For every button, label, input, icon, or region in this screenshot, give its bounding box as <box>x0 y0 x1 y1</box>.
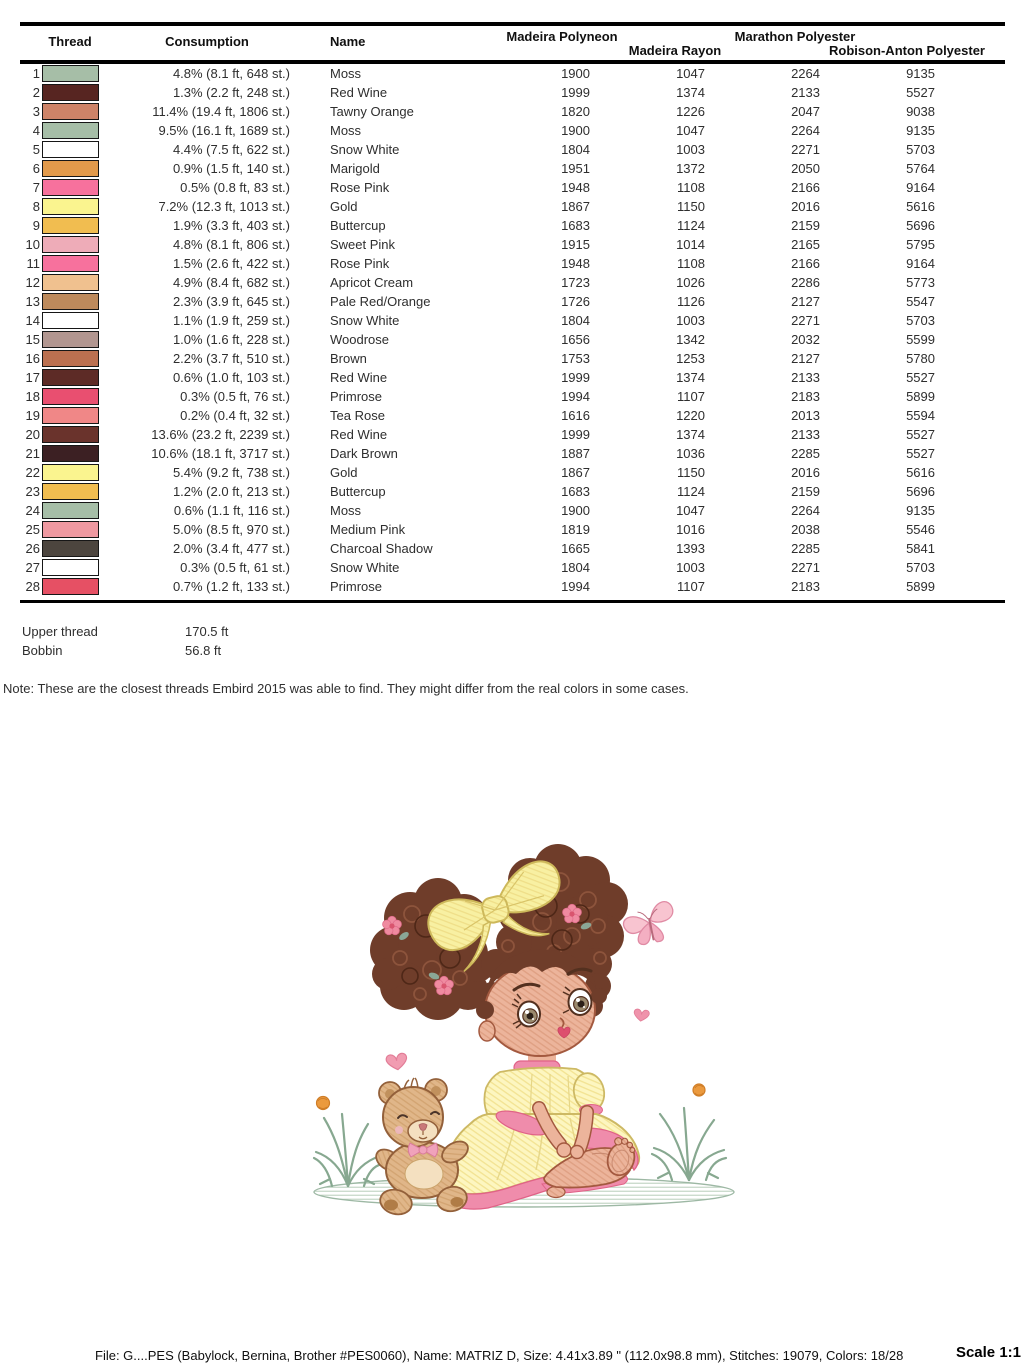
color-swatch <box>42 350 99 367</box>
thread-number: 15 <box>25 332 40 347</box>
heart-left-icon <box>386 1053 408 1071</box>
polyneon-cell: 1994 <box>561 579 590 594</box>
robison-cell: 9164 <box>906 256 935 271</box>
table-row <box>20 330 1005 349</box>
heart-right-icon <box>633 1009 650 1023</box>
marathon-cell: 2165 <box>791 237 820 252</box>
marathon-cell: 2271 <box>791 142 820 157</box>
rayon-cell: 1047 <box>676 123 705 138</box>
rayon-cell: 1108 <box>677 180 705 195</box>
consumption-cell: 0.7% (1.2 ft, 133 st.) <box>172 579 290 594</box>
thread-name-cell: Moss <box>330 503 362 518</box>
robison-cell: 9135 <box>906 123 935 138</box>
color-swatch <box>42 274 99 291</box>
marathon-cell: 2038 <box>791 522 820 537</box>
polyneon-cell: 1867 <box>561 199 590 214</box>
marathon-cell: 2050 <box>791 161 820 176</box>
consumption-cell: 0.6% (1.0 ft, 103 st.) <box>172 370 290 385</box>
thread-name-cell: Moss <box>330 123 362 138</box>
robison-cell: 5703 <box>906 142 935 157</box>
color-swatch <box>42 160 99 177</box>
table-row <box>20 102 1005 121</box>
header-consumption: Consumption <box>165 34 249 49</box>
color-swatch <box>42 578 99 595</box>
rayon-cell: 1374 <box>676 370 705 385</box>
thread-number: 1 <box>32 66 40 81</box>
thread-number: 8 <box>32 199 40 214</box>
thread-name-cell: Snow White <box>330 313 400 328</box>
thread-name-cell: Tawny Orange <box>330 104 414 119</box>
robison-cell: 5547 <box>906 294 935 309</box>
polyneon-cell: 1900 <box>561 123 590 138</box>
marathon-cell: 2264 <box>791 503 820 518</box>
thread-name-cell: Rose Pink <box>330 256 390 271</box>
header-name: Name <box>330 34 366 49</box>
rayon-cell: 1226 <box>676 104 705 119</box>
polyneon-cell: 1819 <box>561 522 590 537</box>
table-row <box>20 235 1005 254</box>
rayon-cell: 1393 <box>676 541 705 556</box>
consumption-cell: 0.2% (0.4 ft, 32 st.) <box>180 408 290 423</box>
robison-cell: 5696 <box>906 218 935 233</box>
thread-number: 22 <box>25 465 40 480</box>
thread-number: 5 <box>32 142 40 157</box>
marathon-cell: 2159 <box>791 218 820 233</box>
consumption-cell: 4.9% (8.4 ft, 682 st.) <box>172 275 290 290</box>
rayon-cell: 1003 <box>676 142 705 157</box>
thread-number: 21 <box>25 446 40 461</box>
thread-name-cell: Red Wine <box>330 370 388 385</box>
consumption-cell: 4.8% (8.1 ft, 806 st.) <box>172 237 290 252</box>
thread-number: 3 <box>32 104 40 119</box>
color-swatch <box>42 426 99 443</box>
polyneon-cell: 1804 <box>561 313 590 328</box>
consumption-cell: 2.3% (3.9 ft, 645 st.) <box>172 294 290 309</box>
thread-number: 9 <box>32 218 40 233</box>
rayon-cell: 1003 <box>676 313 705 328</box>
consumption-cell: 1.3% (2.2 ft, 248 st.) <box>172 85 290 100</box>
table-row <box>20 197 1005 216</box>
rayon-cell: 1108 <box>677 256 705 271</box>
table-row <box>20 349 1005 368</box>
polyneon-cell: 1665 <box>561 541 590 556</box>
rayon-cell: 1150 <box>677 465 705 480</box>
table-row <box>20 311 1005 330</box>
robison-cell: 5696 <box>906 484 935 499</box>
thread-number: 11 <box>26 256 40 271</box>
polyneon-cell: 1900 <box>561 66 590 81</box>
polyneon-cell: 1999 <box>561 370 590 385</box>
marathon-cell: 2264 <box>791 123 820 138</box>
thread-name-cell: Woodrose <box>330 332 390 347</box>
table-body <box>20 64 1005 596</box>
robison-cell: 5527 <box>906 370 935 385</box>
robison-cell: 5527 <box>906 446 935 461</box>
thread-name-cell: Medium Pink <box>330 522 406 537</box>
table-row <box>20 83 1005 102</box>
marathon-cell: 2133 <box>791 370 820 385</box>
butterfly-icon <box>621 900 679 948</box>
table-row <box>20 425 1005 444</box>
consumption-cell: 0.3% (0.5 ft, 61 st.) <box>180 560 290 575</box>
consumption-cell: 9.5% (16.1 ft, 1689 st.) <box>158 123 290 138</box>
thread-number: 18 <box>25 389 40 404</box>
marathon-cell: 2271 <box>791 313 820 328</box>
polyneon-cell: 1753 <box>561 351 590 366</box>
table-header <box>20 26 1005 60</box>
consumption-cell: 5.0% (8.5 ft, 970 st.) <box>172 522 290 537</box>
polyneon-cell: 1867 <box>561 465 590 480</box>
polyneon-cell: 1723 <box>561 275 590 290</box>
thread-name-cell: Brown <box>330 351 367 366</box>
consumption-cell: 0.3% (0.5 ft, 76 st.) <box>180 389 290 404</box>
robison-cell: 9135 <box>906 503 935 518</box>
robison-cell: 5594 <box>906 408 935 423</box>
robison-cell: 5703 <box>906 560 935 575</box>
color-swatch <box>42 445 99 462</box>
rayon-cell: 1003 <box>676 560 705 575</box>
header-thread: Thread <box>48 34 92 49</box>
polyneon-cell: 1726 <box>561 294 590 309</box>
robison-cell: 5527 <box>906 427 935 442</box>
table-row <box>20 463 1005 482</box>
table-row <box>20 121 1005 140</box>
robison-cell: 5899 <box>906 389 935 404</box>
polyneon-cell: 1948 <box>561 256 590 271</box>
consumption-cell: 7.2% (12.3 ft, 1013 st.) <box>158 199 290 214</box>
thread-number: 19 <box>25 408 40 423</box>
thread-summary <box>22 622 228 660</box>
robison-cell: 5773 <box>906 275 935 290</box>
consumption-cell: 1.1% (1.9 ft, 259 st.) <box>172 313 290 328</box>
rayon-cell: 1016 <box>676 522 705 537</box>
robison-cell: 5841 <box>906 541 935 556</box>
color-swatch <box>42 369 99 386</box>
bobbin-value: 56.8 ft <box>185 643 222 658</box>
color-swatch <box>42 559 99 576</box>
rayon-cell: 1374 <box>676 85 705 100</box>
rayon-cell: 1342 <box>676 332 705 347</box>
rayon-cell: 1047 <box>676 503 705 518</box>
robison-cell: 9038 <box>906 104 935 119</box>
marathon-cell: 2127 <box>791 294 820 309</box>
color-swatch <box>42 502 99 519</box>
header-madeira-polyneon: Madeira Polyneon <box>506 29 618 44</box>
consumption-cell: 11.4% (19.4 ft, 1806 st.) <box>152 104 290 119</box>
marathon-cell: 2016 <box>791 199 820 214</box>
marathon-cell: 2166 <box>791 180 820 195</box>
consumption-cell: 5.4% (9.2 ft, 738 st.) <box>172 465 290 480</box>
thread-name-cell: Tea Rose <box>330 408 385 423</box>
teddy-bear <box>372 1078 471 1218</box>
color-swatch <box>42 388 99 405</box>
thread-number: 14 <box>25 313 40 328</box>
marathon-cell: 2133 <box>791 427 820 442</box>
color-swatch <box>42 65 99 82</box>
color-swatch <box>42 407 99 424</box>
marathon-cell: 2032 <box>791 332 820 347</box>
thread-number: 4 <box>32 123 40 138</box>
color-swatch <box>42 331 99 348</box>
note-text: Note: These are the closest threads Embird 2015 was able to find. They might differ from the real colors in some cases. <box>3 681 689 696</box>
consumption-cell: 0.5% (0.8 ft, 83 st.) <box>180 180 290 195</box>
header-madeira-rayon: Madeira Rayon <box>628 43 722 58</box>
thread-number: 7 <box>32 180 40 195</box>
thread-number: 23 <box>25 484 40 499</box>
robison-cell: 5899 <box>906 579 935 594</box>
upper-thread-label: Upper thread <box>22 624 98 639</box>
thread-number: 25 <box>25 522 40 537</box>
rayon-cell: 1374 <box>676 427 705 442</box>
thread-number: 28 <box>25 579 40 594</box>
thread-name-cell: Gold <box>330 199 358 214</box>
color-swatch <box>42 540 99 557</box>
color-swatch <box>42 84 99 101</box>
table-row <box>20 273 1005 292</box>
consumption-cell: 0.6% (1.1 ft, 116 st.) <box>173 503 290 518</box>
marathon-cell: 2047 <box>791 104 820 119</box>
thread-name-cell: Red Wine <box>330 427 388 442</box>
table-row <box>20 501 1005 520</box>
thread-number: 24 <box>25 503 40 518</box>
rayon-cell: 1372 <box>676 161 705 176</box>
rayon-cell: 1126 <box>677 294 705 309</box>
thread-name-cell: Charcoal Shadow <box>330 541 433 556</box>
color-swatch <box>42 293 99 310</box>
flower-orange-right <box>693 1084 705 1096</box>
marathon-cell: 2271 <box>791 560 820 575</box>
table-row <box>20 368 1005 387</box>
consumption-cell: 1.2% (2.0 ft, 213 st.) <box>172 484 290 499</box>
table-row <box>20 444 1005 463</box>
thread-name-cell: Buttercup <box>330 218 386 233</box>
table-row <box>20 216 1005 235</box>
robison-cell: 9135 <box>906 66 935 81</box>
rayon-cell: 1124 <box>677 484 705 499</box>
robison-cell: 5616 <box>906 199 935 214</box>
thread-name-cell: Red Wine <box>330 85 388 100</box>
consumption-cell: 10.6% (18.1 ft, 3717 st.) <box>151 446 290 461</box>
bobbin-label: Bobbin <box>22 643 63 658</box>
consumption-cell: 1.9% (3.3 ft, 403 st.) <box>172 218 290 233</box>
color-swatch <box>42 236 99 253</box>
marathon-cell: 2264 <box>791 66 820 81</box>
robison-cell: 5599 <box>906 332 935 347</box>
robison-cell: 5764 <box>906 161 935 176</box>
marathon-cell: 2183 <box>791 579 820 594</box>
thread-number: 12 <box>25 275 40 290</box>
thread-name-cell: Sweet Pink <box>330 237 396 252</box>
table-row <box>20 140 1005 159</box>
thread-name-cell: Apricot Cream <box>330 275 414 290</box>
rayon-cell: 1026 <box>676 275 705 290</box>
header-marathon-polyester: Marathon Polyester <box>734 29 856 44</box>
polyneon-cell: 1804 <box>561 142 590 157</box>
polyneon-cell: 1900 <box>561 503 590 518</box>
thread-name-cell: Pale Red/Orange <box>330 294 431 309</box>
thread-name-cell: Snow White <box>330 142 400 157</box>
thread-number: 17 <box>25 370 40 385</box>
rayon-cell: 1253 <box>676 351 705 366</box>
rayon-cell: 1150 <box>677 199 705 214</box>
color-swatch <box>42 217 99 234</box>
robison-cell: 5546 <box>906 522 935 537</box>
thread-number: 6 <box>32 161 40 176</box>
embroidery-preview <box>292 818 752 1238</box>
scale-label: Scale 1:1 <box>955 1344 1021 1361</box>
marathon-cell: 2166 <box>791 256 820 271</box>
thread-number: 2 <box>32 85 40 100</box>
thread-name-cell: Marigold <box>330 161 380 176</box>
table-bottom-rule <box>20 600 1005 603</box>
rayon-cell: 1220 <box>676 408 705 423</box>
table-row <box>20 387 1005 406</box>
color-swatch <box>42 198 99 215</box>
polyneon-cell: 1999 <box>561 427 590 442</box>
marathon-cell: 2016 <box>791 465 820 480</box>
thread-number: 27 <box>25 560 40 575</box>
color-swatch <box>42 141 99 158</box>
polyneon-cell: 1683 <box>561 484 590 499</box>
color-swatch <box>42 483 99 500</box>
robison-cell: 5780 <box>906 351 935 366</box>
marathon-cell: 2285 <box>791 446 820 461</box>
polyneon-cell: 1616 <box>561 408 590 423</box>
rayon-cell: 1107 <box>677 389 705 404</box>
rayon-cell: 1047 <box>676 66 705 81</box>
color-swatch <box>42 464 99 481</box>
table-row <box>20 482 1005 501</box>
polyneon-cell: 1994 <box>561 389 590 404</box>
thread-name-cell: Gold <box>330 465 358 480</box>
color-swatch <box>42 179 99 196</box>
table-row <box>20 292 1005 311</box>
thread-number: 20 <box>25 427 40 442</box>
header-robison-anton: Robison-Anton Polyester <box>828 43 985 58</box>
thread-name-cell: Buttercup <box>330 484 386 499</box>
grass-right <box>652 1108 726 1180</box>
polyneon-cell: 1915 <box>561 237 590 252</box>
polyneon-cell: 1820 <box>561 104 590 119</box>
table-row <box>20 178 1005 197</box>
consumption-cell: 13.6% (23.2 ft, 2239 st.) <box>151 427 290 442</box>
thread-name-cell: Primrose <box>330 579 383 594</box>
thread-number: 13 <box>25 294 40 309</box>
table-row <box>20 539 1005 558</box>
color-swatch <box>42 312 99 329</box>
rayon-cell: 1124 <box>677 218 705 233</box>
robison-cell: 9164 <box>906 180 935 195</box>
color-swatch <box>42 103 99 120</box>
polyneon-cell: 1804 <box>561 560 590 575</box>
rayon-cell: 1036 <box>676 446 705 461</box>
thread-number: 16 <box>25 351 40 366</box>
table-row <box>20 64 1005 83</box>
rayon-cell: 1014 <box>676 237 705 252</box>
polyneon-cell: 1656 <box>561 332 590 347</box>
consumption-cell: 4.8% (8.1 ft, 648 st.) <box>172 66 290 81</box>
table-row <box>20 520 1005 539</box>
consumption-cell: 2.2% (3.7 ft, 510 st.) <box>172 351 290 366</box>
rayon-cell: 1107 <box>677 579 705 594</box>
thread-name-cell: Snow White <box>330 560 400 575</box>
marathon-cell: 2013 <box>791 408 820 423</box>
robison-cell: 5527 <box>906 85 935 100</box>
robison-cell: 5795 <box>906 237 935 252</box>
girl-dress <box>442 1061 639 1209</box>
marathon-cell: 2285 <box>791 541 820 556</box>
marathon-cell: 2159 <box>791 484 820 499</box>
color-swatch <box>42 122 99 139</box>
thread-name-cell: Dark Brown <box>330 446 398 461</box>
polyneon-cell: 1951 <box>561 161 590 176</box>
file-info-text: File: G....PES (Babylock, Bernina, Brother #PES0060), Name: MATRIZ D, Size: 4.41x3.89 " (112.0x98.8 mm), Stitches: 19079, Colors: 18/28 <box>95 1348 904 1363</box>
table-row <box>20 406 1005 425</box>
polyneon-cell: 1999 <box>561 85 590 100</box>
consumption-cell: 4.4% (7.5 ft, 622 st.) <box>172 142 290 157</box>
consumption-cell: 1.5% (2.6 ft, 422 st.) <box>172 256 290 271</box>
flower-orange-left <box>317 1097 330 1110</box>
color-swatch <box>42 521 99 538</box>
thread-number: 26 <box>25 541 40 556</box>
thread-name-cell: Moss <box>330 66 362 81</box>
table-row <box>20 254 1005 273</box>
grass-left <box>314 1114 382 1186</box>
thread-name-cell: Rose Pink <box>330 180 390 195</box>
polyneon-cell: 1887 <box>561 446 590 461</box>
color-swatch <box>42 255 99 272</box>
table-row <box>20 159 1005 178</box>
marathon-cell: 2127 <box>791 351 820 366</box>
polyneon-cell: 1683 <box>561 218 590 233</box>
upper-thread-value: 170.5 ft <box>185 624 229 639</box>
table-row <box>20 558 1005 577</box>
thread-number: 10 <box>25 237 40 252</box>
consumption-cell: 2.0% (3.4 ft, 477 st.) <box>172 541 290 556</box>
thread-name-cell: Primrose <box>330 389 383 404</box>
robison-cell: 5703 <box>906 313 935 328</box>
marathon-cell: 2183 <box>791 389 820 404</box>
marathon-cell: 2133 <box>791 85 820 100</box>
robison-cell: 5616 <box>906 465 935 480</box>
marathon-cell: 2286 <box>791 275 820 290</box>
consumption-cell: 0.9% (1.5 ft, 140 st.) <box>172 161 290 176</box>
consumption-cell: 1.0% (1.6 ft, 228 st.) <box>172 332 290 347</box>
table-row <box>20 577 1005 596</box>
polyneon-cell: 1948 <box>561 180 590 195</box>
thread-table <box>20 22 1005 603</box>
